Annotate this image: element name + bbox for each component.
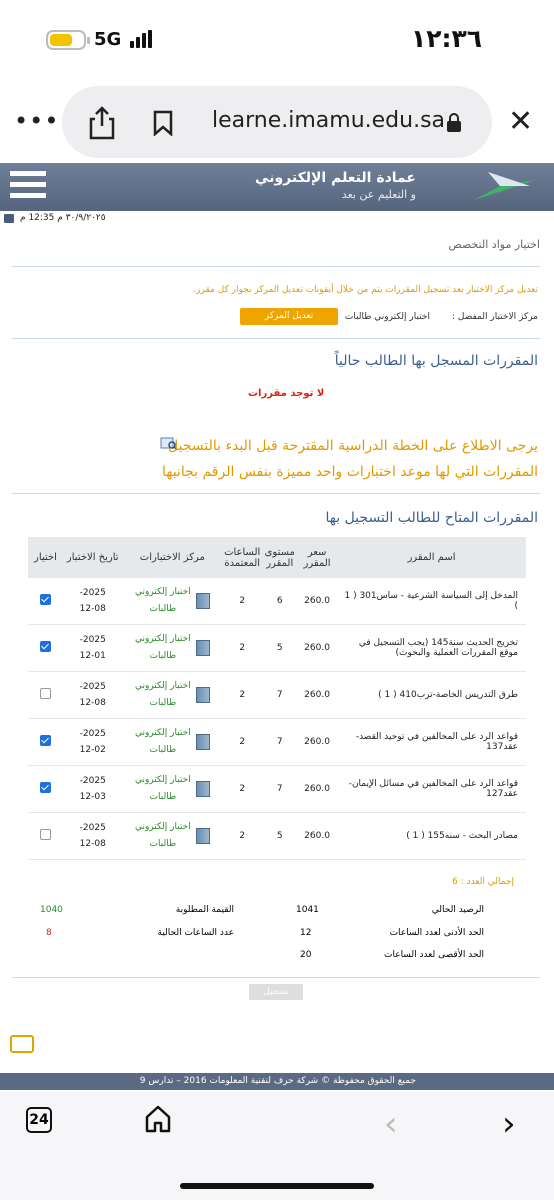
exam-center-line2[interactable]: طالبات — [149, 792, 177, 802]
building-icon[interactable] — [196, 687, 210, 703]
col-date: تاريخ الاختبار — [63, 537, 123, 578]
network-label: 5G — [94, 29, 122, 50]
breadcrumb: اختيار مواد التخصص — [448, 238, 540, 251]
share-icon[interactable] — [88, 106, 116, 144]
exam-date-line2: 12-02 — [79, 745, 106, 755]
course-price: 260.0 — [297, 719, 337, 766]
table-row — [28, 766, 526, 813]
lock-icon — [446, 113, 462, 137]
required-value: 1040 — [40, 905, 63, 915]
col-name: اسم المقرر — [337, 537, 526, 578]
exam-center-line2[interactable]: طالبات — [149, 745, 177, 755]
edit-center-button[interactable]: تعديل المركز — [240, 308, 338, 325]
col-hours: الساعات المعتمدة — [222, 537, 262, 578]
exam-note: المقررات التي لها موعد اختبارات واحد مميزة بنفس الرقم بجانبها — [161, 464, 538, 480]
exam-center-line1[interactable]: اختبار إلكتروني — [134, 728, 191, 738]
courses-table — [28, 537, 526, 860]
available-courses-title: المقررات المتاح للطالب التسجيل بها — [325, 510, 538, 526]
building-icon[interactable] — [196, 781, 210, 797]
course-name: مصادر البحث - سنه155 ( 1 ) — [337, 813, 526, 860]
calendar-icon — [4, 214, 14, 223]
preferred-center-value: اختبار إلكتروني طالبات — [344, 312, 430, 322]
course-level: 7 — [262, 719, 297, 766]
signal-icon — [130, 30, 156, 48]
building-icon[interactable] — [196, 734, 210, 750]
brand-title: عمادة التعلم الإلكتروني — [255, 170, 416, 186]
course-name: قواعد الرد على المخالفين في توحيد القصد-عقد137 — [337, 719, 526, 766]
back-icon[interactable]: ‹ — [384, 1104, 398, 1144]
divider — [12, 493, 540, 494]
register-button[interactable]: تسجيل — [249, 984, 303, 1000]
divider — [12, 977, 540, 978]
building-icon[interactable] — [196, 640, 210, 656]
status-time: ١٢:٣٦ — [410, 24, 482, 53]
preferred-center-label: مركز الاختبار المفضل : — [452, 312, 538, 322]
current-hours-value: 8 — [46, 928, 52, 938]
building-icon[interactable] — [196, 828, 210, 844]
chat-icon[interactable] — [10, 1035, 34, 1053]
course-level: 5 — [262, 813, 297, 860]
home-indicator — [180, 1183, 374, 1189]
bookmark-icon[interactable] — [152, 110, 174, 140]
col-select: اختيار — [28, 537, 63, 578]
course-hours: 2 — [222, 766, 262, 813]
course-hours: 2 — [222, 813, 262, 860]
course-level: 7 — [262, 766, 297, 813]
exam-center-cell[interactable] — [123, 719, 223, 766]
course-name: قواعد الرد على المخالفين في مسائل الإيمان-عقد127 — [337, 766, 526, 813]
course-name: تخريج الحديث سنة145 (يجب التسجيل في موقع المقررات العملية والبحوث) — [337, 625, 526, 672]
col-level: مستوى المقرر — [262, 537, 297, 578]
table-row — [28, 625, 526, 672]
total-count: إجمالي العدد : 6 — [452, 877, 514, 887]
building-icon[interactable] — [196, 593, 210, 609]
exam-center-line2[interactable]: طالبات — [149, 651, 177, 661]
table-row — [28, 813, 526, 860]
exam-date-line1: 2025- — [79, 682, 106, 692]
table-row — [28, 578, 526, 625]
balance-label: الرصيد الحالي — [431, 905, 484, 915]
exam-center-line1[interactable]: اختبار إلكتروني — [134, 775, 191, 785]
current-hours-label: عدد الساعات الحالية — [157, 928, 234, 938]
exam-date-line1: 2025- — [79, 776, 106, 786]
course-checkbox[interactable] — [40, 641, 51, 652]
exam-center-cell[interactable] — [123, 578, 223, 625]
course-price: 260.0 — [297, 766, 337, 813]
required-label: القيمة المطلوبة — [175, 905, 234, 915]
more-menu-icon[interactable]: ••• — [14, 107, 60, 135]
forward-icon[interactable]: › — [502, 1104, 516, 1144]
current-datetime: ٣٠/٩/٢٠٢٥ م 12:35 م — [20, 213, 106, 223]
brand-subtitle: و التعليم عن بعد — [341, 188, 416, 201]
exam-center-cell[interactable] — [123, 672, 223, 719]
exam-date-line2: 12-08 — [79, 698, 106, 708]
course-name: طرق التدريس الخاصة-ترب410 ( 1 ) — [337, 672, 526, 719]
exam-date-line2: 12-03 — [79, 792, 106, 802]
registered-courses-title: المقررات المسجل بها الطالب حالياً — [334, 353, 538, 369]
exam-center-line2[interactable]: طالبات — [149, 698, 177, 708]
battery-icon — [46, 30, 86, 50]
tabs-button[interactable]: 24 — [26, 1107, 52, 1133]
study-plan-link[interactable]: يرجى الاطلاع على الخطة الدراسية المقترحة قبل البدء بالتسجيل — [167, 438, 538, 454]
course-checkbox[interactable] — [40, 594, 51, 605]
exam-center-line1[interactable]: اختبار إلكتروني — [134, 822, 191, 832]
course-name: المدخل إلى السياسة الشرعية - ساس301 ( 1 ) — [337, 578, 526, 625]
divider — [12, 266, 540, 267]
balance-value: 1041 — [296, 905, 319, 915]
course-price: 260.0 — [297, 813, 337, 860]
exam-center-cell[interactable] — [123, 766, 223, 813]
exam-date-line1: 2025- — [79, 823, 106, 833]
exam-center-line1[interactable]: اختبار إلكتروني — [134, 587, 191, 597]
exam-center-line2[interactable]: طالبات — [149, 839, 177, 849]
course-price: 260.0 — [297, 672, 337, 719]
divider — [12, 338, 540, 339]
col-price: سعر المقرر — [297, 537, 337, 578]
exam-date-line1: 2025- — [79, 729, 106, 739]
course-hours: 2 — [222, 719, 262, 766]
max-hours-label: الحد الأقصى لعدد الساعات — [383, 950, 484, 960]
exam-date-line2: 12-01 — [79, 651, 106, 661]
course-hours: 2 — [222, 578, 262, 625]
exam-center-line1[interactable]: اختبار إلكتروني — [134, 681, 191, 691]
table-header-row — [28, 537, 526, 578]
course-checkbox[interactable] — [40, 688, 51, 699]
course-checkbox[interactable] — [40, 782, 51, 793]
center-note: تعديل مركز الاختبار بعد تسجيل المقررات يتم من خلال أيقونات تعديل المركز بجوار كل مقرر. — [193, 285, 538, 295]
hamburger-menu-icon[interactable] — [10, 171, 46, 203]
no-courses-text: لا توجد مقررات — [248, 388, 325, 399]
exam-center-cell[interactable] — [123, 813, 223, 860]
exam-center-line1[interactable]: اختبار إلكتروني — [134, 634, 191, 644]
course-level: 6 — [262, 578, 297, 625]
exam-date-line2: 12-08 — [79, 604, 106, 614]
course-checkbox[interactable] — [40, 735, 51, 746]
min-hours-label: الحد الأدنى لعدد الساعات — [389, 928, 484, 938]
url-text[interactable]: learne.imamu.edu.sa — [212, 108, 446, 133]
home-icon[interactable] — [144, 1104, 172, 1138]
course-checkbox[interactable] — [40, 829, 51, 840]
min-hours-value: 12 — [300, 928, 312, 938]
table-row — [28, 719, 526, 766]
course-level: 7 — [262, 672, 297, 719]
course-hours: 2 — [222, 672, 262, 719]
course-hours: 2 — [222, 625, 262, 672]
close-icon[interactable]: ✕ — [508, 104, 534, 139]
max-hours-value: 20 — [300, 950, 312, 960]
exam-center-cell[interactable] — [123, 625, 223, 672]
course-level: 5 — [262, 625, 297, 672]
course-price: 260.0 — [297, 625, 337, 672]
exam-center-line2[interactable]: طالبات — [149, 604, 177, 614]
table-row — [28, 672, 526, 719]
exam-date-line1: 2025- — [79, 635, 106, 645]
col-center: مركز الاختبارات — [123, 537, 223, 578]
footer-text: جميع الحقوق محفوظة © شركة حرف لتقنية المعلومات 2016 – تدارس 9 — [139, 1076, 416, 1086]
course-price: 260.0 — [297, 578, 337, 625]
exam-date-line2: 12-08 — [79, 839, 106, 849]
site-logo — [470, 166, 540, 210]
exam-date-line1: 2025- — [79, 588, 106, 598]
